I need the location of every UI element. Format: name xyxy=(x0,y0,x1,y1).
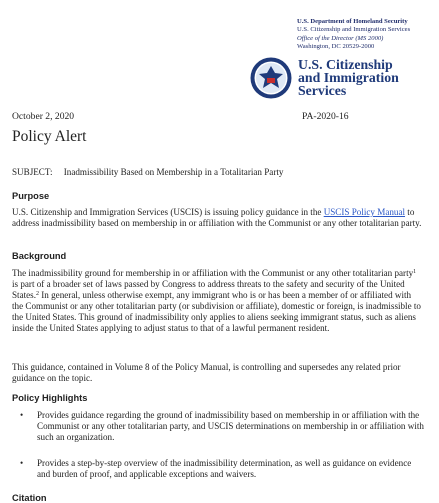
agency-city: Washington, DC 20529-2000 xyxy=(297,43,375,51)
background-paragraph-2: This guidance, contained in Volume 8 of the Policy Manual, is controlling and supersedes any related prior guidance on the topic. xyxy=(12,362,401,384)
bullet-icon: • xyxy=(20,458,24,468)
memo-date: October 2, 2020 xyxy=(12,111,75,122)
uscis-wordmark: U.S. Citizenship and Immigration Services xyxy=(298,57,399,98)
background-heading: Background xyxy=(12,251,67,261)
agency-dept: U.S. Department of Homeland Security xyxy=(297,18,408,25)
subject-line xyxy=(12,167,283,177)
subject-label: SUBJECT: xyxy=(12,167,53,177)
memo-number: PA-2020-16 xyxy=(302,111,349,122)
citation-heading: Citation xyxy=(12,493,47,503)
agency-office: Office of the Director (MS 2000) xyxy=(297,34,384,42)
footnote-ref-2[interactable]: 2 xyxy=(36,291,39,298)
dhs-seal-icon xyxy=(250,57,292,99)
subject-text: Inadmissibility Based on Membership in a Totalitarian Party xyxy=(63,167,284,177)
highlights-heading: Policy Highlights xyxy=(12,393,88,403)
purpose-paragraph: U.S. Citizenship and Immigration Services (USCIS) is issuing policy guidance in the USCIS Policy Manual to address inadmissibility based on membership in or affiliation with the Communist or any other totalitarian party. xyxy=(12,207,422,229)
page-title: Policy Alert xyxy=(12,128,87,145)
footnote-ref-1[interactable]: 1 xyxy=(413,269,417,275)
background-paragraph-1: The inadmissibility ground for membership in or affiliation with the Communist or any other totalitarian party$^1$ is part of a broader set of laws passed by Congress to address threats to the safety and security of the United States.$^2$ In general, unless otherwise exempt, any immigrant who is or has been a member of or affiliated with the Communist or any other totalitarian party (or subdivision or affiliate), domestic or foreign, is inadmissible to the United States. This ground of inadmissibility only applies to aliens seeking immigrant status, such as aliens inside the United States applying to adjust status to that of a lawful permanent resident. xyxy=(12,268,421,334)
policy-manual-link[interactable]: USCIS Policy Manual xyxy=(323,207,406,217)
agency-component: U.S. Citizenship and Immigration Services xyxy=(297,26,411,34)
agency-address xyxy=(297,18,410,52)
purpose-heading: Purpose xyxy=(12,191,50,201)
bullet-icon: • xyxy=(20,410,24,420)
